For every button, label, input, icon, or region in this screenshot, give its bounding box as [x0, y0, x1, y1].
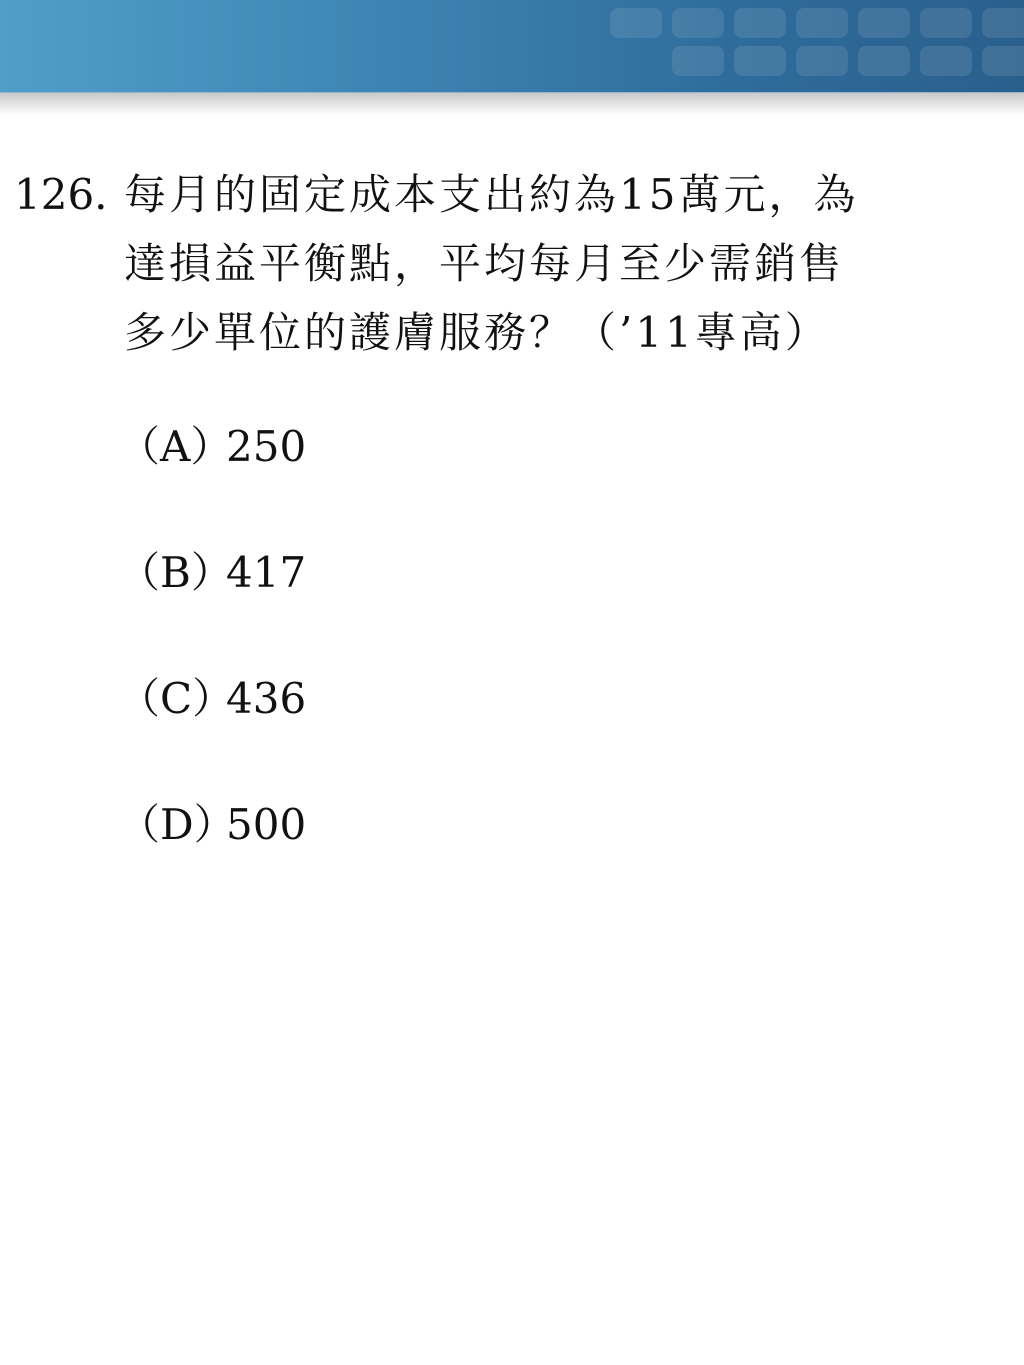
- option-value: 417: [226, 548, 307, 597]
- option-label: （A）: [118, 422, 233, 471]
- question-text: [124, 160, 979, 367]
- option-value: 436: [226, 674, 307, 723]
- option-b[interactable]: [118, 538, 518, 664]
- option-value: 250: [226, 422, 307, 471]
- question-line: 達損益平衡點，平均每月至少需銷售: [124, 239, 845, 288]
- option-a[interactable]: [118, 412, 518, 538]
- header-banner: [0, 0, 1024, 93]
- banner-tile-pattern: [0, 0, 1024, 93]
- option-d[interactable]: [118, 790, 518, 916]
- question-number: 126.: [14, 170, 108, 219]
- option-label: （B）: [118, 548, 233, 597]
- option-label: （D）: [118, 800, 236, 849]
- option-c[interactable]: [118, 664, 518, 790]
- banner-shadow: [0, 93, 1024, 115]
- answer-options: [118, 412, 518, 916]
- option-value: 500: [226, 800, 307, 849]
- question-line: 多少單位的護膚服務？（’11專高）: [124, 308, 830, 357]
- option-label: （C）: [118, 674, 235, 723]
- question-line: 每月的固定成本支出約為15萬元，為: [124, 170, 859, 219]
